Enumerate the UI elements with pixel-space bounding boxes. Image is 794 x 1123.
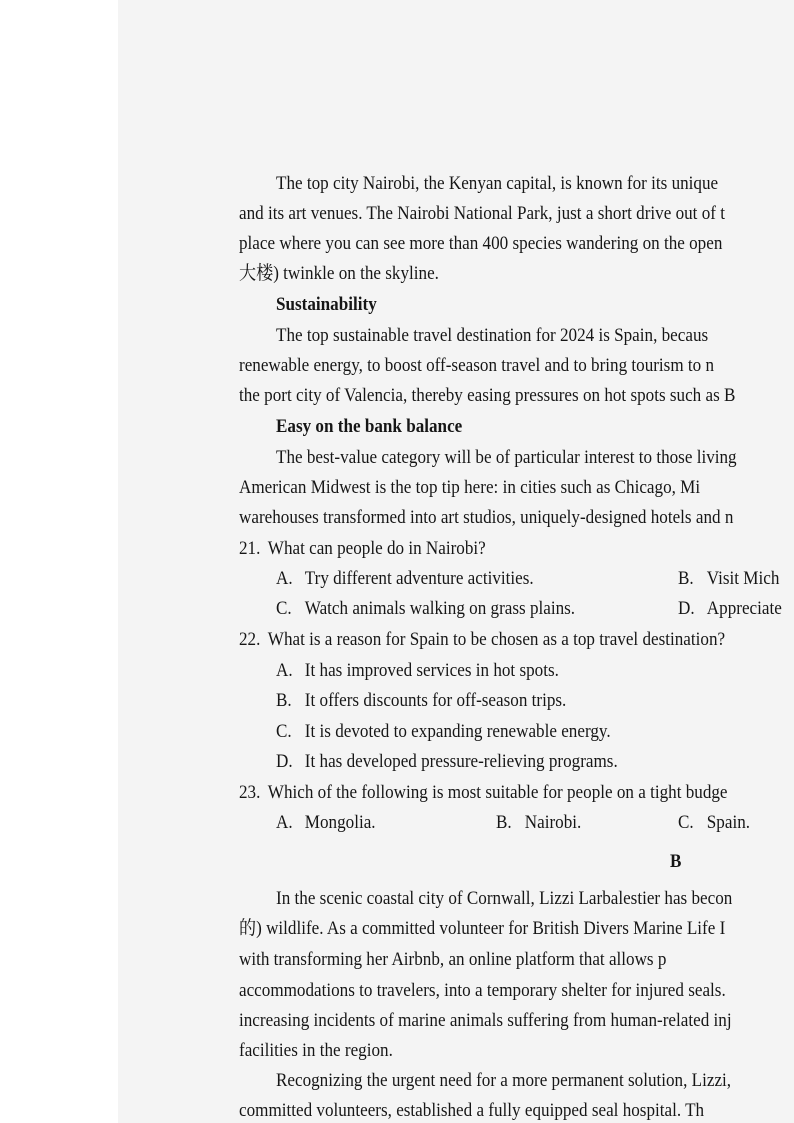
nairobi-line-4: 大楼) twinkle on the skyline. — [239, 263, 439, 284]
question-23-option-b — [496, 811, 581, 835]
question-23-option-a — [276, 811, 376, 835]
question-21-option-c — [276, 597, 575, 621]
option-letter: C. — [678, 812, 694, 833]
question-number: 23. — [239, 782, 261, 803]
question-22-option-d — [276, 750, 618, 774]
question-text: What is a reason for Spain to be chosen as a top travel destination? — [267, 629, 726, 650]
passage-b-label: B — [670, 851, 682, 872]
option-text: Nairobi. — [524, 812, 582, 833]
option-text: Mongolia. — [304, 812, 376, 833]
option-text: It has developed pressure-relieving programs. — [304, 751, 618, 772]
question-21-option-d — [678, 597, 782, 621]
heading-bank-balance: Easy on the bank balance — [276, 416, 463, 437]
option-text: It has improved services in hot spots. — [304, 660, 559, 681]
sustainability-line-3: the port city of Valencia, thereby easing pressures on hot spots such as B — [239, 385, 736, 406]
option-text: Appreciate — [706, 598, 782, 619]
sustainability-line-1: The top sustainable travel destination for 2024 is Spain, becaus — [276, 325, 709, 346]
option-letter: B. — [276, 690, 292, 711]
option-letter: C. — [276, 721, 292, 742]
nairobi-line-2: and its art venues. The Nairobi National Park, just a short drive out of t — [239, 203, 725, 224]
question-22-option-c — [276, 720, 611, 744]
question-22-stem — [239, 628, 725, 652]
passage-b-p1-line-2: 的) wildlife. As a committed volunteer for British Divers Marine Life I — [239, 918, 726, 939]
option-text: Try different adventure activities. — [304, 568, 534, 589]
question-text: Which of the following is most suitable for people on a tight budge — [267, 782, 728, 803]
question-21-option-b — [678, 567, 779, 591]
question-22-option-a — [276, 659, 559, 683]
option-text: Visit Mich — [706, 568, 780, 589]
question-23-option-c — [678, 811, 750, 835]
passage-b-p1-line-5: increasing incidents of marine animals suffering from human-related inj — [239, 1010, 732, 1031]
option-letter: B. — [496, 812, 512, 833]
option-letter: D. — [678, 598, 695, 619]
option-letter: B. — [678, 568, 694, 589]
question-number: 21. — [239, 538, 261, 559]
question-23-stem — [239, 781, 728, 805]
nairobi-line-3: place where you can see more than 400 species wandering on the open — [239, 233, 723, 254]
question-21-option-a — [276, 567, 534, 591]
option-text: Spain. — [706, 812, 751, 833]
option-letter: A. — [276, 812, 293, 833]
passage-b-p2-line-2: committed volunteers, established a fully equipped seal hospital. Th — [239, 1100, 705, 1121]
question-22-option-b — [276, 689, 566, 713]
passage-b-p1-line-6: facilities in the region. — [239, 1040, 393, 1061]
nairobi-line-1: The top city Nairobi, the Kenyan capital, is known for its unique — [276, 173, 719, 194]
option-letter: A. — [276, 568, 293, 589]
sustainability-line-2: renewable energy, to boost off-season travel and to bring tourism to n — [239, 355, 715, 376]
option-text: Watch animals walking on grass plains. — [304, 598, 576, 619]
option-text: It offers discounts for off-season trips. — [304, 690, 567, 711]
passage-b-p1-line-3: with transforming her Airbnb, an online platform that allows p — [239, 949, 667, 970]
question-21-stem — [239, 537, 486, 561]
passage-b-p2-line-1: Recognizing the urgent need for a more permanent solution, Lizzi, — [276, 1070, 732, 1091]
question-number: 22. — [239, 629, 261, 650]
passage-b-p1-line-4: accommodations to travelers, into a temporary shelter for injured seals. — [239, 980, 726, 1001]
bank-line-2: American Midwest is the top tip here: in cities such as Chicago, Mi — [239, 477, 701, 498]
passage-b-p1-line-1: In the scenic coastal city of Cornwall, Lizzi Larbalestier has becon — [276, 888, 733, 909]
option-text: It is devoted to expanding renewable energy. — [304, 721, 611, 742]
option-letter: D. — [276, 751, 293, 772]
question-text: What can people do in Nairobi? — [267, 538, 486, 559]
bank-line-1: The best-value category will be of particular interest to those living — [276, 447, 737, 468]
heading-sustainability: Sustainability — [276, 294, 377, 315]
option-letter: A. — [276, 660, 293, 681]
option-letter: C. — [276, 598, 292, 619]
bank-line-3: warehouses transformed into art studios, uniquely-designed hotels and n — [239, 507, 734, 528]
